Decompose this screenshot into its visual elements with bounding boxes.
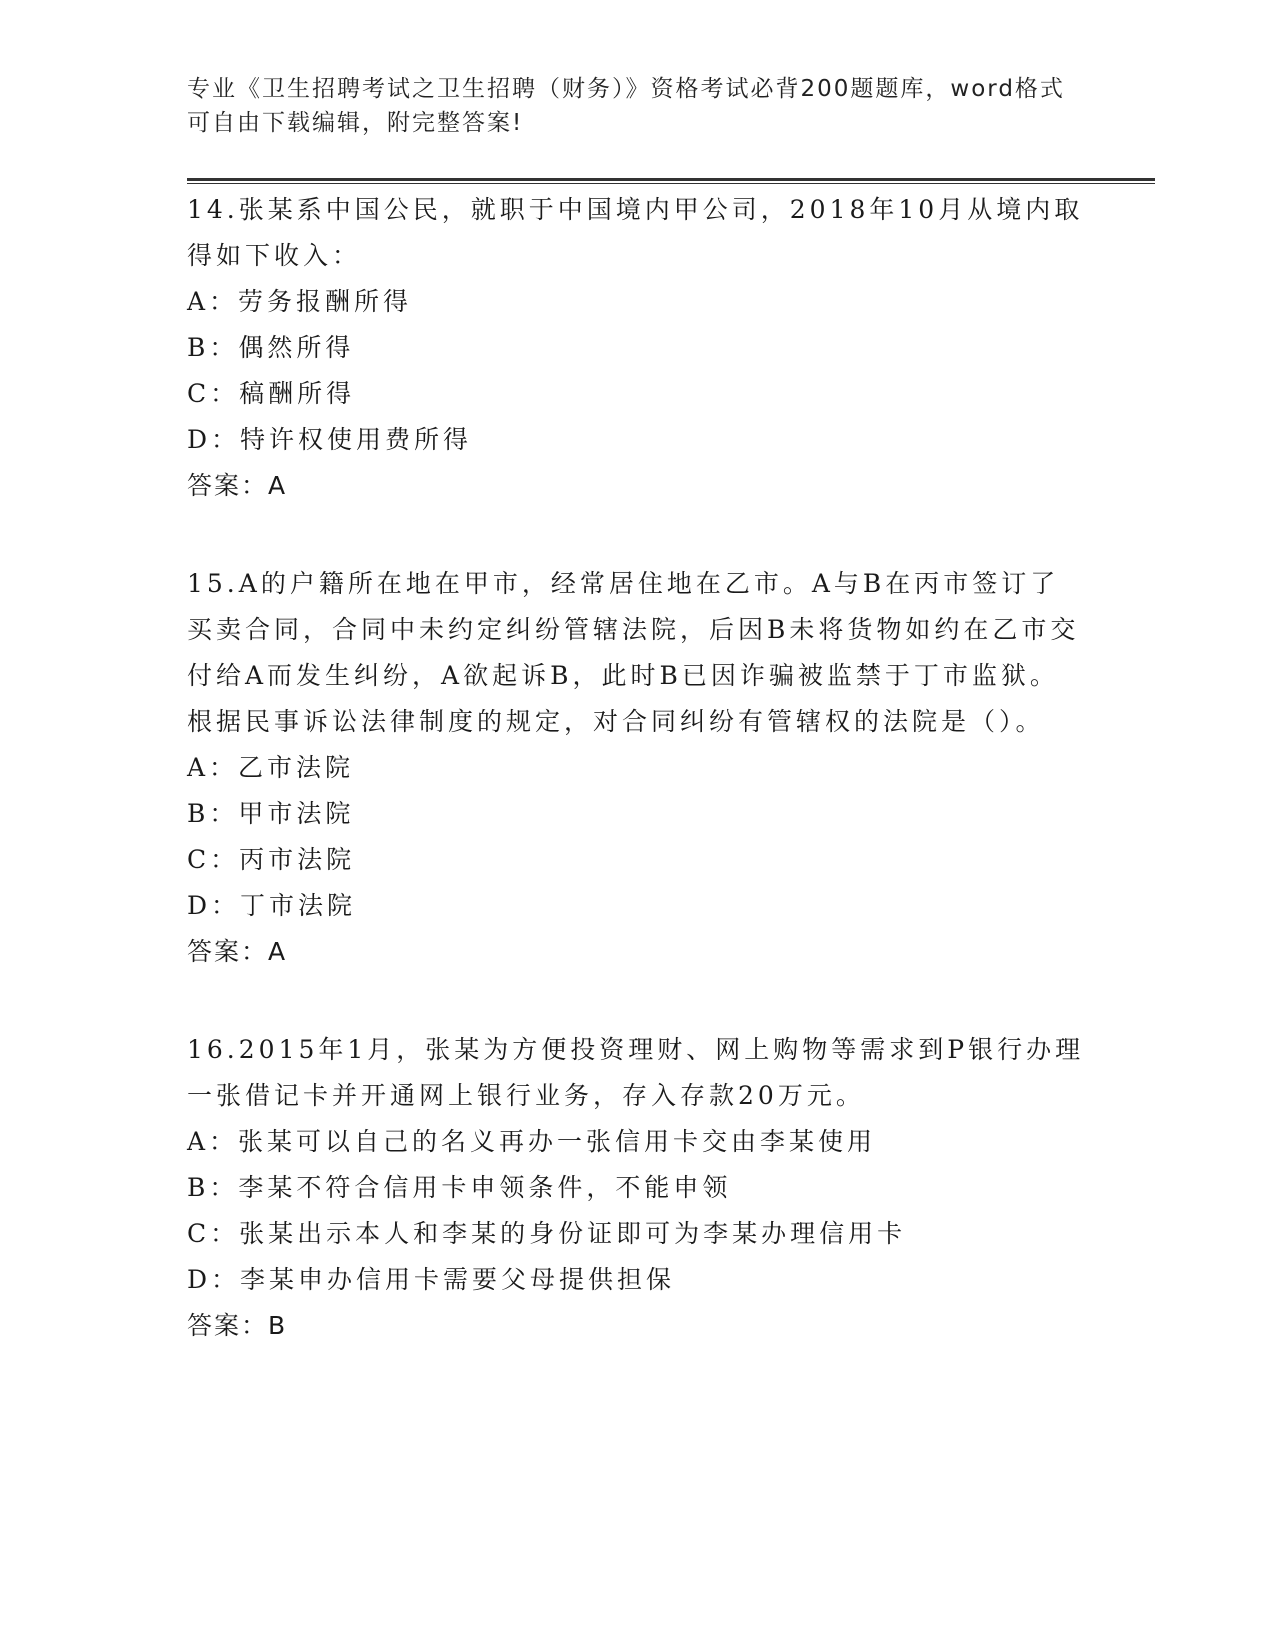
- answer-label: 答案：A: [187, 471, 288, 500]
- option-c: C：丙市法院: [187, 845, 356, 874]
- option-d: D：李某申办信用卡需要父母提供担保: [187, 1265, 676, 1294]
- question-text: 16.2015年1月，张某为方便投资理财、网上购物等需求到P银行办理一张借记卡并开通网上银行业务，存入存款20万元。: [187, 1035, 1085, 1110]
- option-c: C：稿酬所得: [187, 379, 356, 408]
- question-15: [187, 561, 1087, 975]
- header-line-1: 专业《卫生招聘考试之卫生招聘（财务）》资格考试必背200题题库，word格式: [187, 76, 1065, 102]
- option-c: C：张某出示本人和李某的身份证即可为李某办理信用卡: [187, 1219, 907, 1248]
- option-b: B：甲市法院: [187, 799, 355, 828]
- option-a: A：乙市法院: [187, 753, 355, 782]
- option-b: B：偶然所得: [187, 333, 355, 362]
- question-16: [187, 1027, 1087, 1349]
- header-divider-thin: [187, 183, 1155, 184]
- option-b: B：李某不符合信用卡申领条件，不能申领: [187, 1173, 732, 1202]
- question-text: 15.A的户籍所在地在甲市，经常居住地在乙市。A与B在丙市签订了买卖合同，合同中未约定纠纷管辖法院，后因B未将货物如约在乙市交付给A而发生纠纷，A欲起诉B，此时B已因诈骗被监禁于丁市监狱。根据民事诉讼法律制度的规定，对合同纠纷有管辖权的法院是（）。: [187, 569, 1080, 736]
- option-d: D：特许权使用费所得: [187, 425, 473, 454]
- question-list: [187, 187, 1087, 1401]
- option-a: A：劳务报酬所得: [187, 287, 413, 316]
- header-line-2: 可自由下载编辑，附完整答案!: [187, 110, 524, 136]
- header-divider-thick: [187, 178, 1155, 181]
- option-d: D：丁市法院: [187, 891, 357, 920]
- question-text: 14.张某系中国公民，就职于中国境内甲公司，2018年10月从境内取得如下收入：: [187, 195, 1084, 270]
- document-header: [187, 72, 1087, 140]
- answer-label: 答案：B: [187, 1311, 288, 1340]
- question-14: [187, 187, 1087, 509]
- option-a: A：张某可以自己的名义再办一张信用卡交由李某使用: [187, 1127, 877, 1156]
- answer-label: 答案：A: [187, 937, 288, 966]
